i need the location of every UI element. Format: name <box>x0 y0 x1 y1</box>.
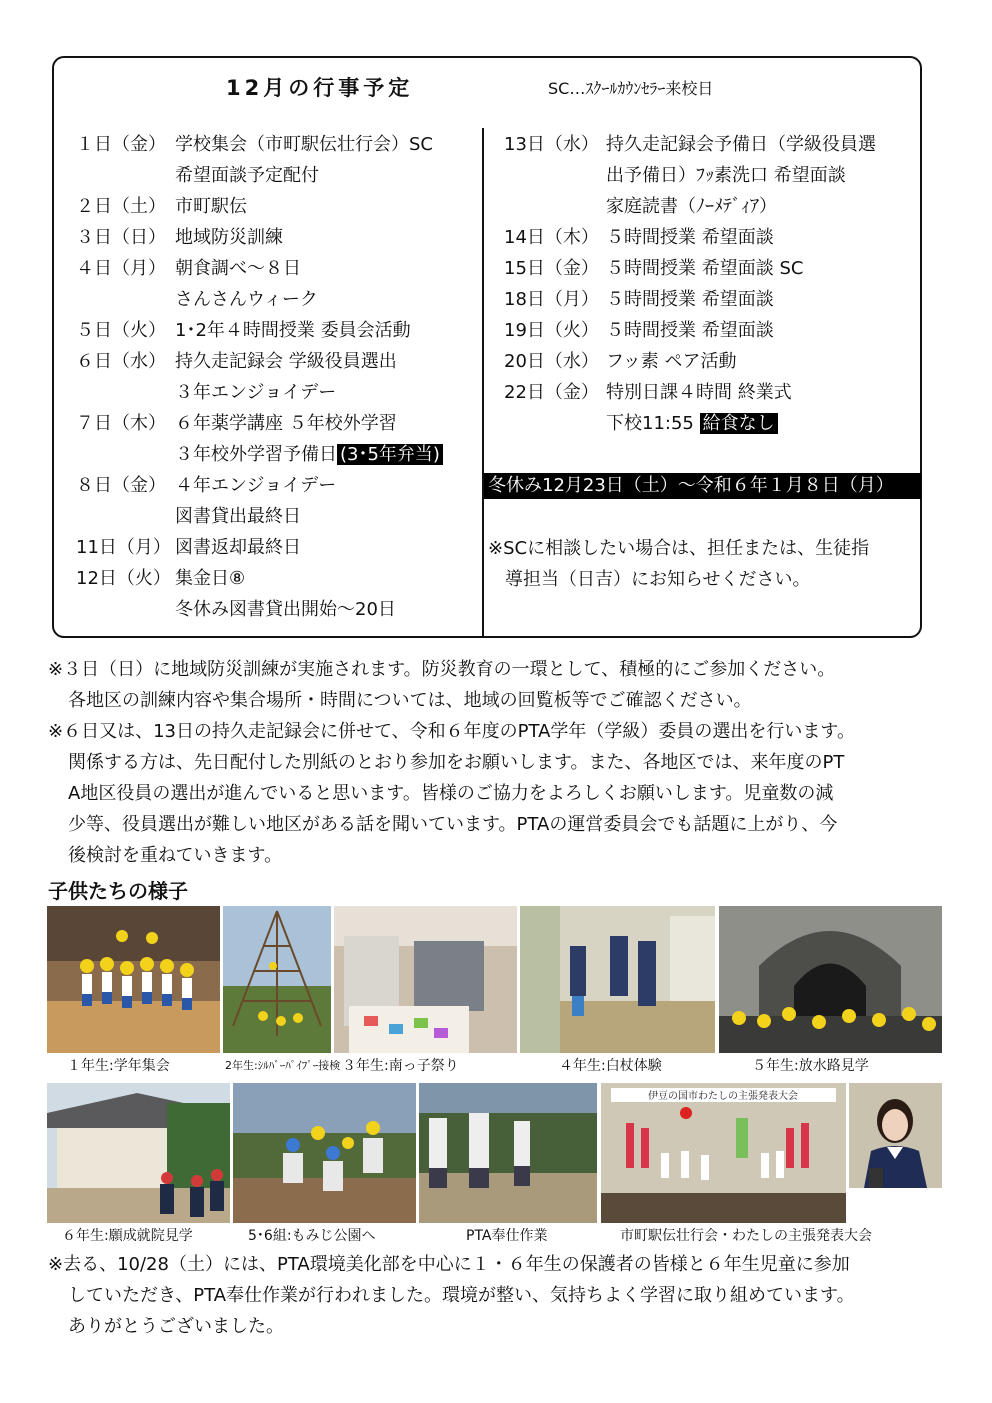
event-date: 22日（金） <box>504 382 599 403</box>
event-line: 冬休み図書貸出開始～20日 <box>175 599 396 620</box>
speech-banner-text: 伊豆の国市わたしの主張発表大会 <box>648 1091 798 1102</box>
event-date: ５日（火） <box>76 320 166 341</box>
event-text <box>175 412 397 436</box>
photo-pta-work <box>419 1083 597 1223</box>
photo-speech-student <box>849 1083 942 1188</box>
sc-note-line-1: ※SCに相談したい場合は、担任または、生徒指 <box>488 538 870 559</box>
event-line: 希望面談予定配付 <box>175 165 319 186</box>
event-text <box>606 288 774 312</box>
event-text <box>606 412 778 436</box>
event-line: ３年エンジョイデー <box>175 382 337 403</box>
event-text <box>175 505 301 529</box>
event-text <box>606 381 792 405</box>
photo-grade1-assembly <box>47 906 220 1053</box>
event-line: さんさんウィーク <box>175 289 318 310</box>
photo-grade6-temple <box>47 1083 230 1223</box>
event-line: 図書返却最終日 <box>175 537 301 558</box>
note-line: ※３日（日）に地域防災訓練が実施されます。防災教育の一環として、積極的にご参加ください。 <box>48 659 836 680</box>
note-pta-service <box>48 1249 855 1342</box>
winter-vacation-banner: 冬休み12月23日（土）～令和６年１月８日（月） <box>484 473 921 499</box>
sc-note-line-2: 導担当（日吉）にお知らせください。 <box>505 569 811 590</box>
event-text <box>175 536 301 560</box>
event-text <box>606 133 876 157</box>
photo-grade2-climbing <box>223 906 331 1053</box>
note-line: 後検討を重ねていきます。 <box>68 845 283 866</box>
note-line: 各地区の訓練内容や集合場所・時間については、地域の回覧板等でご確認ください。 <box>68 690 752 711</box>
event-line: 1･2年４時間授業 委員会活動 <box>175 320 411 341</box>
event-text <box>175 319 411 343</box>
caption-grade6: ６年生:願成就院見学 <box>62 1228 193 1244</box>
event-line: ４年エンジョイデー <box>175 475 337 496</box>
event-text <box>606 164 846 188</box>
event-text <box>606 195 777 219</box>
caption-grade3: ３年生:南っ子祭り <box>342 1058 459 1074</box>
photo-class56-park <box>233 1083 416 1223</box>
note-line: 少等、役員選出が難しい地区がある話を聞いています。PTAの運営委員会でも話題に上がり、今 <box>68 814 838 835</box>
event-line: 下校11:55 <box>606 413 700 434</box>
event-text <box>175 443 443 467</box>
event-date: 19日（火） <box>504 320 599 341</box>
event-date: ７日（木） <box>76 413 166 434</box>
event-date: 18日（月） <box>504 289 599 310</box>
event-date: ６日（水） <box>76 351 166 372</box>
event-line: 出予備日）ﾌｯ素洗口 希望面談 <box>606 165 846 186</box>
event-line: 特別日課４時間 終業式 <box>606 382 792 403</box>
section-title-children: 子供たちの様子 <box>48 879 188 903</box>
event-line: 図書貸出最終日 <box>175 506 301 527</box>
event-line: 集金日⑧ <box>175 568 246 589</box>
event-text <box>175 350 397 374</box>
event-text <box>175 195 247 219</box>
caption-grade4: ４年生:白杖体験 <box>559 1058 662 1074</box>
event-line: ５時間授業 希望面談 <box>606 320 774 341</box>
event-text <box>175 598 396 622</box>
event-text <box>606 226 774 250</box>
caption-grade1: １年生:学年集会 <box>67 1058 170 1074</box>
event-line: ６年薬学講座 ５年校外学習 <box>175 413 397 434</box>
note-line: A地区役員の選出が進んでいると思います。皆様のご協力をよろしくお願いします。児童数の減 <box>68 783 834 804</box>
event-line: ３年校外学習予備日 <box>175 444 337 465</box>
event-line: 持久走記録会予備日（学級役員選 <box>606 134 876 155</box>
event-line: ５時間授業 希望面談 <box>606 289 774 310</box>
event-text <box>606 257 803 281</box>
event-date: ４日（月） <box>76 258 166 279</box>
event-highlight: (3･5年弁当) <box>337 444 443 465</box>
schedule-title: 12月の行事予定 <box>226 76 414 100</box>
event-line: 市町駅伝 <box>175 196 247 217</box>
note-disaster-drill <box>48 654 835 716</box>
note-pta-election <box>48 716 855 871</box>
event-line: ５時間授業 希望面談 <box>606 227 774 248</box>
event-date: 14日（木） <box>504 227 599 248</box>
event-date: １日（金） <box>76 134 166 155</box>
event-text <box>175 381 336 405</box>
caption-grade5: ５年生:放水路見学 <box>752 1058 869 1074</box>
event-date: 20日（水） <box>504 351 599 372</box>
event-date: 13日（水） <box>504 134 599 155</box>
photo-grade4-cane <box>520 906 715 1053</box>
event-date: 12日（火） <box>76 568 171 589</box>
caption-pta-work: PTA奉仕作業 <box>466 1228 548 1244</box>
event-text <box>175 257 301 281</box>
event-text <box>175 226 283 250</box>
event-line: 家庭読書（ﾉｰﾒﾃﾞｨｱ） <box>606 196 777 217</box>
event-date: ３日（日） <box>76 227 166 248</box>
event-text <box>175 288 318 312</box>
event-text <box>606 319 774 343</box>
note-line: ありがとうございました。 <box>68 1316 284 1337</box>
event-line: ５時間授業 希望面談 SC <box>606 258 804 279</box>
event-date: ８日（金） <box>76 475 166 496</box>
event-line: 学校集会（市町駅伝壮行会）SC <box>175 134 433 155</box>
schedule-subtitle: SC…ｽｸｰﾙｶｳﾝｾﾗｰ来校日 <box>548 79 714 98</box>
photo-grade5-tunnel <box>719 906 942 1053</box>
caption-grade2: 2年生:ｼﾙﾊﾞｰﾊﾟｲﾌﾟｰ接検 <box>225 1059 341 1072</box>
note-line: していただき、PTA奉仕作業が行われました。環境が整い、気持ちよく学習に取り組めています。 <box>68 1285 855 1306</box>
event-text <box>606 350 736 374</box>
photo-grade3-festival <box>334 906 517 1053</box>
note-line: ※去る、10/28（土）には、PTA環境美化部を中心に１・６年生の保護者の皆様と６年生児童に参加 <box>48 1254 850 1275</box>
caption-class56: 5･6組:もみじ公園へ <box>248 1228 376 1244</box>
event-line: 朝食調べ～８日 <box>175 258 301 279</box>
photo-speech-contest-stage <box>601 1083 846 1223</box>
event-date: ２日（土） <box>76 196 166 217</box>
event-line: 地域防災訓練 <box>175 227 283 248</box>
caption-speech-contest: 市町駅伝壮行会・わたしの主張発表大会 <box>620 1228 872 1244</box>
note-line: 関係する方は、先日配付した別紙のとおり参加をお願いします。また、各地区では、来年度のPT <box>68 752 845 773</box>
event-text <box>175 474 336 498</box>
event-line: 持久走記録会 学級役員選出 <box>175 351 397 372</box>
event-date: 15日（金） <box>504 258 599 279</box>
event-highlight: 給食なし <box>700 413 778 434</box>
note-line: ※６日又は、13日の持久走記録会に併せて、令和６年度のPTA学年（学級）委員の選出を行います。 <box>48 721 855 742</box>
column-divider <box>482 128 484 638</box>
event-text <box>175 164 319 188</box>
event-date: 11日（月） <box>76 537 171 558</box>
event-text <box>175 133 433 157</box>
event-text <box>175 567 245 591</box>
event-line: フッ素 ペア活動 <box>606 351 737 372</box>
